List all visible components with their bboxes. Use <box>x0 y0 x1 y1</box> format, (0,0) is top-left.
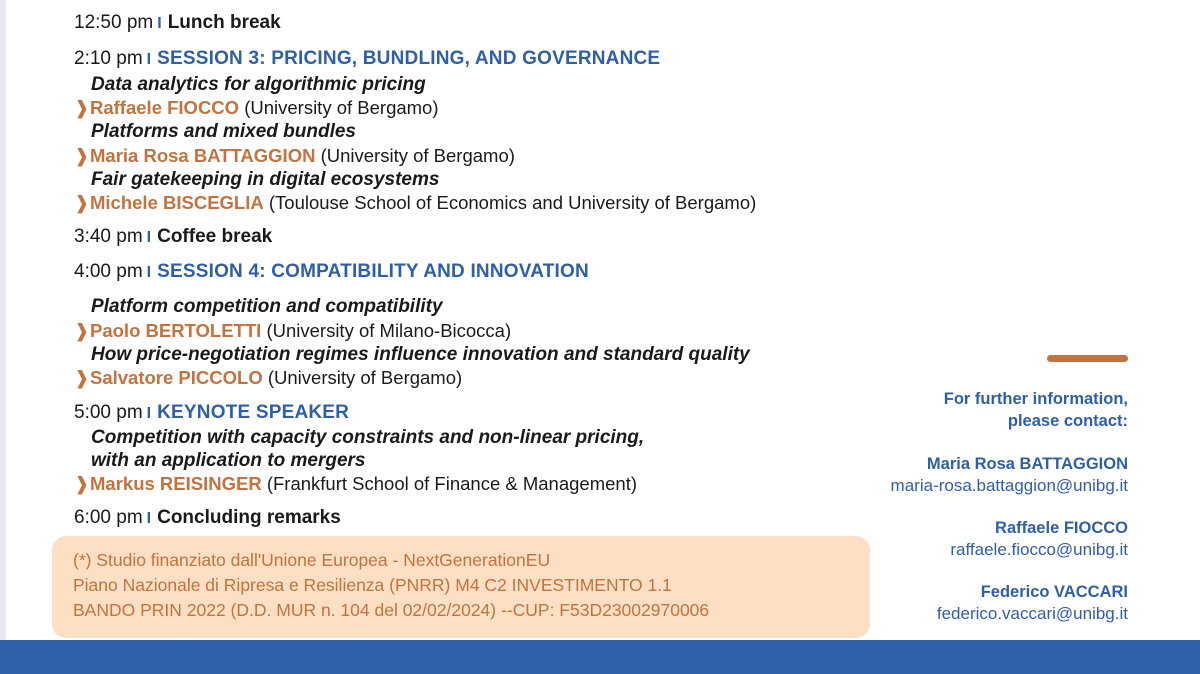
speaker-affiliation: (University of Bergamo) <box>267 367 463 388</box>
contact-email-link[interactable]: federico.vaccari@unibg.it <box>936 604 1128 623</box>
slot-time: 6:00 pm <box>74 507 143 528</box>
speaker-line <box>74 367 462 389</box>
talk-title-continued: with an application to mergers <box>91 450 366 471</box>
chevron-right-icon: ❱ <box>74 367 90 388</box>
slot-closing <box>74 507 341 529</box>
speaker-name: Salvatore PICCOLO <box>90 367 263 388</box>
slot-time: 2:10 pm <box>74 48 143 69</box>
speaker-name: Markus REISINGER <box>90 473 262 494</box>
speaker-affiliation: (University of Bergamo) <box>320 145 515 166</box>
slot-label: Coffee break <box>157 226 273 247</box>
chevron-right-icon: ❱ <box>74 145 90 166</box>
slot-label: Concluding remarks <box>157 507 341 528</box>
slot-separator: I <box>157 15 162 32</box>
speaker-line <box>74 145 515 167</box>
slot-session-4 <box>74 261 589 283</box>
contact-name: Federico VACCARI <box>980 583 1128 601</box>
speaker-line <box>74 97 439 119</box>
slot-separator: I <box>146 264 152 281</box>
slot-time: 3:40 pm <box>74 226 143 247</box>
slot-lunch <box>74 12 281 34</box>
slot-keynote <box>74 402 349 424</box>
speaker-name: Maria Rosa BATTAGGION <box>90 145 316 166</box>
session-title: KEYNOTE SPEAKER <box>157 402 350 423</box>
footer-bar <box>0 640 1200 674</box>
chevron-right-icon: ❱ <box>74 473 90 494</box>
contact-heading-continued: please contact: <box>1007 412 1128 430</box>
speaker-name: Paolo BERTOLETTI <box>90 320 262 341</box>
slot-label: Lunch break <box>167 12 281 33</box>
session-title: SESSION 4: COMPATIBILITY AND INNOVATION <box>157 261 589 282</box>
speaker-line <box>74 473 637 495</box>
slot-separator: I <box>146 405 152 422</box>
speaker-name: Michele BISCEGLIA <box>90 192 264 213</box>
slot-session-3 <box>74 48 660 70</box>
contact-name: Maria Rosa BATTAGGION <box>926 455 1128 473</box>
contact-email-link[interactable]: maria-rosa.battaggion@unibg.it <box>890 476 1128 495</box>
speaker-affiliation: (Toulouse School of Economics and University of Bergamo) <box>268 192 757 213</box>
left-edge-strip <box>0 0 6 640</box>
contact-heading: For further information, <box>943 390 1128 408</box>
talk-title: Fair gatekeeping in digital ecosystems <box>91 169 440 190</box>
slot-separator: I <box>146 51 152 68</box>
slot-separator: I <box>146 510 152 527</box>
speaker-affiliation: (University of Bergamo) <box>244 97 439 118</box>
slot-time: 12:50 pm <box>74 12 154 33</box>
funding-line: Piano Nazionale di Ripresa e Resilienza (PNRR) M4 C2 INVESTIMENTO 1.1 <box>73 575 672 595</box>
chevron-right-icon: ❱ <box>74 320 90 341</box>
slot-coffee <box>74 226 272 248</box>
speaker-affiliation: (University of Milano-Bicocca) <box>266 320 512 341</box>
funding-notice <box>52 536 870 638</box>
slot-time: 5:00 pm <box>74 402 143 423</box>
slot-separator: I <box>146 229 152 246</box>
slot-time: 4:00 pm <box>74 261 143 282</box>
funding-line: BANDO PRIN 2022 (D.D. MUR n. 104 del 02/02/2024) --CUP: F53D23002970006 <box>73 600 710 620</box>
session-title: SESSION 3: PRICING, BUNDLING, AND GOVERNANCE <box>157 48 661 69</box>
contact-name: Raffaele FIOCCO <box>995 519 1128 537</box>
talk-title: Data analytics for algorithmic pricing <box>91 74 426 95</box>
chevron-right-icon: ❱ <box>74 192 90 213</box>
speaker-line <box>74 320 511 342</box>
contact-email-link[interactable]: raffaele.fiocco@unibg.it <box>950 540 1128 559</box>
funding-line: (*) Studio finanziato dall'Unione Europea - NextGenerationEU <box>73 550 551 570</box>
speaker-affiliation: (Frankfurt School of Finance & Management) <box>266 473 637 494</box>
speaker-name: Raffaele FIOCCO <box>90 97 240 118</box>
talk-title: How price-negotiation regimes influence innovation and standard quality <box>91 344 750 365</box>
contact-divider <box>1047 355 1128 362</box>
talk-title: Platform competition and compatibility <box>91 296 443 317</box>
talk-title: Competition with capacity constraints and non-linear pricing, <box>91 427 645 448</box>
talk-title: Platforms and mixed bundles <box>91 121 356 142</box>
speaker-line <box>74 192 756 214</box>
chevron-right-icon: ❱ <box>74 97 90 118</box>
